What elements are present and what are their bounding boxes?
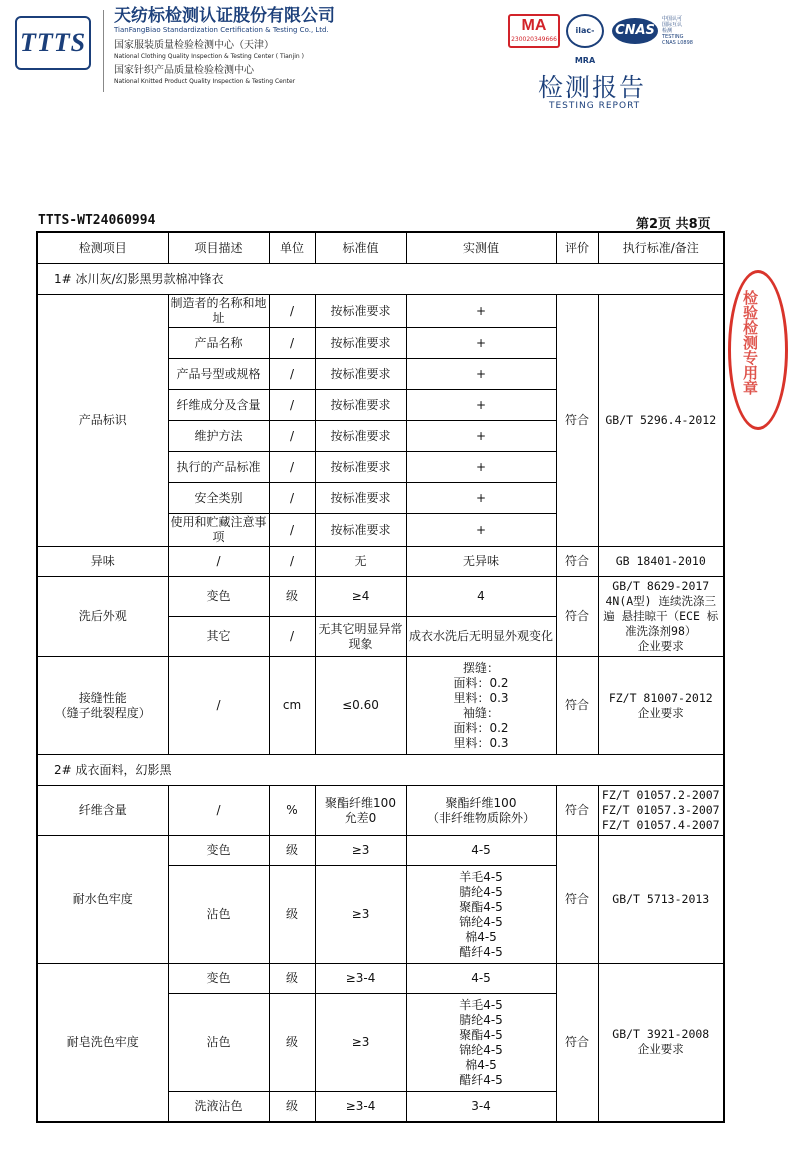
cell-val: 4-5: [406, 964, 556, 994]
cell-unit: /: [269, 295, 315, 328]
cell-val: 3-4: [406, 1092, 556, 1122]
cnas-info-line: 国际互认: [662, 22, 683, 28]
cell-standard: GB/T 5713-2013: [598, 836, 724, 964]
cell-desc: 执行的产品标准: [168, 452, 269, 483]
company-info: [114, 6, 335, 89]
report-title: 检测报告: [538, 73, 647, 102]
cell-unit: /: [269, 514, 315, 547]
cell-unit: 级: [269, 994, 315, 1092]
center2-cn: 国家针织产品质量检验检测中心: [114, 65, 254, 76]
cell-std: 按标准要求: [315, 390, 406, 421]
report-number: TTTS-WT24060994: [38, 213, 156, 228]
cell-val: 4-5: [406, 836, 556, 866]
cell-standard: GB/T 3921-2008 企业要求: [598, 964, 724, 1122]
cell-val: +: [406, 452, 556, 483]
cell-standard: FZ/T 81007-2012 企业要求: [598, 657, 724, 755]
cell-std: ≥3: [315, 866, 406, 964]
cell-std: 按标准要求: [315, 359, 406, 390]
cell-result: 符合: [556, 295, 598, 547]
test-item: 洗后外观: [37, 577, 168, 657]
cnas-info-line: CNAS L0898: [662, 40, 693, 46]
cell-unit: /: [269, 390, 315, 421]
cnas-mark-icon: [612, 18, 658, 44]
cell-std: 按标准要求: [315, 328, 406, 359]
cell-std: 无其它明显异常现象: [315, 617, 406, 657]
test-item: 异味: [37, 547, 168, 577]
cell-val: +: [406, 295, 556, 328]
cell-desc: 使用和贮藏注意事项: [168, 514, 269, 547]
stamp-text: 检验检测专用章: [741, 290, 759, 395]
cell-desc: /: [168, 547, 269, 577]
ilac-mark-text: ilac-MRA: [574, 26, 596, 65]
center1-en: National Clothing Quality Inspection & Testing Center ( Tianjin ): [114, 53, 304, 60]
report-subtitle: TESTING REPORT: [549, 101, 641, 111]
column-header: 执行标准/备注: [598, 232, 724, 264]
cell-unit: 级: [269, 836, 315, 866]
cell-std: 按标准要求: [315, 452, 406, 483]
table-row: [37, 786, 724, 836]
cell-val: +: [406, 390, 556, 421]
company-name-cn: 天纺标检测认证股份有限公司: [114, 6, 335, 26]
cell-std: 按标准要求: [315, 295, 406, 328]
cell-desc: 纤维成分及含量: [168, 390, 269, 421]
cell-desc: 产品号型或规格: [168, 359, 269, 390]
cell-unit: /: [269, 483, 315, 514]
table-row: [37, 547, 724, 577]
cell-unit: 级: [269, 1092, 315, 1122]
test-item: 接缝性能 （缝子纰裂程度）: [37, 657, 168, 755]
cell-desc: 变色: [168, 836, 269, 866]
cell-unit: 级: [269, 964, 315, 994]
cell-result: 符合: [556, 547, 598, 577]
cell-val: +: [406, 483, 556, 514]
cell-desc: 洗液沾色: [168, 1092, 269, 1122]
cell-val: +: [406, 421, 556, 452]
cell-std: ≥3-4: [315, 1092, 406, 1122]
cell-val: 摆缝： 面料：0.2 里料：0.3 袖缝： 面料：0.2 里料：0.3: [406, 657, 556, 755]
cell-unit: /: [269, 359, 315, 390]
sample-row: [37, 755, 724, 786]
cell-unit: /: [269, 328, 315, 359]
cell-unit: 级: [269, 577, 315, 617]
cell-val: +: [406, 514, 556, 547]
cell-result: 符合: [556, 577, 598, 657]
cell-val: 4: [406, 577, 556, 617]
column-header: 实测值: [406, 232, 556, 264]
cell-desc: /: [168, 786, 269, 836]
cell-desc: 变色: [168, 964, 269, 994]
cell-desc: 沾色: [168, 994, 269, 1092]
cell-desc: 制造者的名称和地址: [168, 295, 269, 328]
page-info: 第2页 共8页: [636, 217, 711, 232]
cell-desc: 变色: [168, 577, 269, 617]
cell-std: 按标准要求: [315, 421, 406, 452]
header-divider: [103, 10, 104, 92]
cell-unit: /: [269, 421, 315, 452]
sample-label: 2# 成衣面料，幻影黑: [37, 755, 724, 786]
cell-std: ≥3-4: [315, 964, 406, 994]
cell-result: 符合: [556, 836, 598, 964]
logo-text: TTTS: [19, 28, 87, 57]
cell-standard: FZ/T 01057.2-2007 FZ/T 01057.3-2007 FZ/T 01057.4-2007: [598, 786, 724, 836]
sample-label: 1# 冰川灰/幻影黑男款棉冲锋衣: [37, 264, 724, 295]
cell-standard: GB/T 5296.4-2012: [598, 295, 724, 547]
test-item: 产品标识: [37, 295, 168, 547]
cnas-info-line: 检测: [662, 28, 673, 34]
center2-en: National Knitted Product Quality Inspection & Testing Center: [114, 78, 296, 85]
column-header: 评价: [556, 232, 598, 264]
table-header-row: [37, 232, 724, 264]
cma-number: 230020349666: [511, 36, 557, 43]
column-header: 项目描述: [168, 232, 269, 264]
company-name-en: TianFangBiao Standardization Certification & Testing Co., Ltd.: [114, 26, 329, 34]
cnas-mark-text: CNAS: [615, 23, 655, 38]
cell-std: ≥3: [315, 994, 406, 1092]
test-results-table: [36, 231, 725, 1123]
test-item: 耐水色牢度: [37, 836, 168, 964]
cma-mark-icon: [508, 14, 560, 48]
cell-desc: 其它: [168, 617, 269, 657]
cell-desc: 沾色: [168, 866, 269, 964]
test-item: 纤维含量: [37, 786, 168, 836]
cell-unit: /: [269, 452, 315, 483]
cell-std: 聚酯纤维100 允差0: [315, 786, 406, 836]
table-row: [37, 964, 724, 994]
cell-unit: 级: [269, 866, 315, 964]
cell-std: 无: [315, 547, 406, 577]
cell-desc: /: [168, 657, 269, 755]
cma-mark-text: MA: [521, 17, 547, 34]
column-header: 单位: [269, 232, 315, 264]
company-logo: [15, 16, 91, 70]
cell-val: 无异味: [406, 547, 556, 577]
cell-unit: /: [269, 617, 315, 657]
cell-desc: 维护方法: [168, 421, 269, 452]
cell-val: +: [406, 328, 556, 359]
column-header: 检测项目: [37, 232, 168, 264]
cnas-info: [662, 16, 693, 46]
cell-result: 符合: [556, 964, 598, 1122]
cell-val: 羊毛4-5 腈纶4-5 聚酯4-5 锦纶4-5 棉4-5 醋纤4-5: [406, 866, 556, 964]
sample-row: [37, 264, 724, 295]
table-row: [37, 657, 724, 755]
column-header: 标准值: [315, 232, 406, 264]
cell-val: 羊毛4-5 腈纶4-5 聚酯4-5 锦纶4-5 棉4-5 醋纤4-5: [406, 994, 556, 1092]
cell-std: ≥4: [315, 577, 406, 617]
cell-unit: /: [269, 547, 315, 577]
cell-result: 符合: [556, 657, 598, 755]
cell-desc: 安全类别: [168, 483, 269, 514]
ilac-mark-icon: [566, 14, 604, 65]
center1-cn: 国家服装质量检验检测中心（天津）: [114, 40, 274, 51]
cell-std: ≤0.60: [315, 657, 406, 755]
table-row: [37, 295, 724, 328]
table-row: [37, 836, 724, 866]
cell-desc: 产品名称: [168, 328, 269, 359]
cell-standard: GB/T 8629-2017 4N(A型) 连续洗涤三遍 悬挂晾干（ECE 标准洗涤剂98） 企业要求: [598, 577, 724, 657]
cell-unit: %: [269, 786, 315, 836]
cell-std: 按标准要求: [315, 483, 406, 514]
test-item: 耐皂洗色牢度: [37, 964, 168, 1122]
cell-result: 符合: [556, 786, 598, 836]
cell-val: +: [406, 359, 556, 390]
cell-val: 成衣水洗后无明显外观变化: [406, 617, 556, 657]
cell-standard: GB 18401-2010: [598, 547, 724, 577]
cell-unit: cm: [269, 657, 315, 755]
cell-std: 按标准要求: [315, 514, 406, 547]
cell-val: 聚酯纤维100 （非纤维物质除外）: [406, 786, 556, 836]
cell-std: ≥3: [315, 836, 406, 866]
cnas-info-line: 中国认可: [662, 16, 683, 22]
table-row: [37, 577, 724, 617]
cnas-info-line: TESTING: [662, 34, 684, 40]
